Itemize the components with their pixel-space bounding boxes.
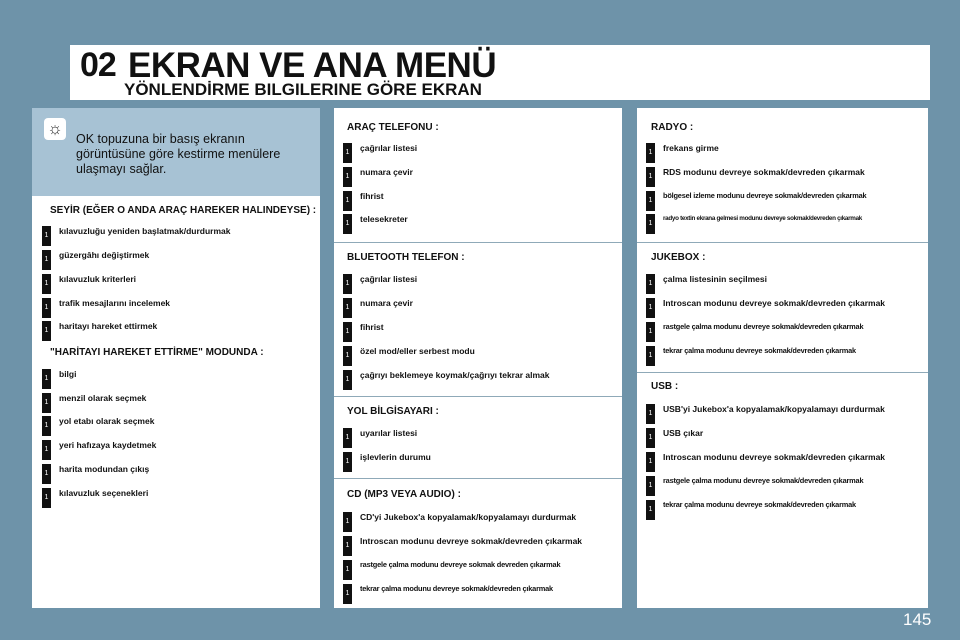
item-number: 1 [646,167,655,187]
item-label: rastgele çalma modunu devreye sokmak/devreden çıkarmak [663,322,864,331]
section-divider [637,242,928,243]
item-label: çağrılar listesi [360,143,418,153]
item-number: 1 [646,274,655,294]
item-label: trafik mesajlarını incelemek [59,298,171,308]
item-label: haritayı hareket ettirmek [59,321,158,331]
item-number: 1 [42,393,51,413]
chapter-number: 02 [80,46,116,84]
item-label: telesekreter [360,214,408,224]
item-number: 1 [343,584,352,604]
item-number: 1 [42,298,51,318]
item-label: fihrist [360,191,384,201]
section-title-seyir: SEYİR (EĞER O ANDA ARAÇ HAREKER HALINDEYSE) : [50,205,317,216]
item-label: bilgi [59,369,77,379]
item-label: USB çıkar [663,428,704,438]
item-number: 1 [646,322,655,342]
item-label: tekrar çalma modunu devreye sokmak/devreden çıkarmak [360,584,553,593]
item-number: 1 [42,440,51,460]
item-number: 1 [646,476,655,496]
section-title-bluetooth: BLUETOOTH TELEFON : [347,252,465,263]
item-label: tekrar çalma modunu devreye sokmak/devreden çıkarmak [663,500,856,509]
item-number: 1 [42,226,51,246]
item-number: 1 [646,143,655,163]
item-number: 1 [646,214,655,234]
item-label: menzil olarak seçmek [59,393,147,403]
item-label: CD'yi Jukebox'a kopyalamak/kopyalamayı durdurmak [360,512,577,522]
media-phone-panel [334,108,622,608]
item-label: RDS modunu devreye sokmak/devreden çıkarmak [663,167,865,177]
item-number: 1 [42,250,51,270]
item-label: frekans girme [663,143,719,153]
item-number: 1 [42,464,51,484]
item-number: 1 [646,452,655,472]
section-title-jukebox: JUKEBOX : [651,252,706,263]
item-label: tekrar çalma modunu devreye sokmak/devreden çıkarmak [663,346,856,355]
item-label: kılavuzluk kriterleri [59,274,137,284]
item-number: 1 [343,428,352,448]
item-number: 1 [42,488,51,508]
item-number: 1 [42,274,51,294]
section-divider [334,242,622,243]
item-number: 1 [343,322,352,342]
item-number: 1 [343,346,352,366]
item-number: 1 [42,321,51,341]
item-label: kılavuzluk seçenekleri [59,488,149,498]
item-number: 1 [343,214,352,234]
item-label: yol etabı olarak seçmek [59,416,155,426]
item-label: çağrılar listesi [360,274,418,284]
section-title-usb: USB : [651,381,679,392]
item-label: özel mod/eller serbest modu [360,346,475,356]
item-number: 1 [343,143,352,163]
tip-box [32,108,320,196]
page-subtitle: YÖNLENDİRME BILGILERINE GÖRE EKRAN [124,80,482,99]
item-label: kılavuzluğu yeniden başlatmak/durdurmak [59,226,231,236]
item-number: 1 [646,346,655,366]
item-number: 1 [42,416,51,436]
item-label: çağrıyı beklemeye koymak/çağrıyı tekrar almak [360,370,550,380]
item-number: 1 [646,191,655,211]
section-divider [334,396,622,397]
item-number: 1 [343,191,352,211]
item-label: harita modundan çıkış [59,464,150,474]
section-divider [334,478,622,479]
page-title: EKRAN VE ANA MENÜ [128,46,497,85]
item-number: 1 [343,452,352,472]
item-number: 1 [646,428,655,448]
item-label: Introscan modunu devreye sokmak/devreden çıkarmak [360,536,583,546]
section-title-cd: CD (MP3 VEYA AUDIO) : [347,489,461,500]
item-label: numara çevir [360,167,413,177]
section-title-harita: "HARİTAYI HAREKET ETTİRME" MODUNDA : [50,347,264,358]
section-title-radyo: RADYO : [651,122,694,133]
item-number: 1 [343,536,352,556]
item-label: fihrist [360,322,384,332]
item-label: rastgele çalma modunu devreye sokmak devreden çıkarmak [360,560,561,569]
item-label: Introscan modunu devreye sokmak/devreden çıkarmak [663,452,886,462]
page-number: 145 [903,610,932,629]
item-label: yeri hafızaya kaydetmek [59,440,157,450]
item-label: radyo textin ekrana gelmesi modunu devreye sokmak/devreden çıkarmak [663,215,862,222]
item-number: 1 [343,370,352,390]
item-label: uyarılar listesi [360,428,418,438]
item-number: 1 [343,512,352,532]
sun-icon: ☼ [44,118,66,140]
section-divider [637,372,928,373]
item-label: USB'yi Jukebox'a kopyalamak/kopyalamayı durdurmak [663,404,885,414]
item-label: güzergâhı değiştirmek [59,250,150,260]
item-label: bölgesel izleme modunu devreye sokmak/devreden çıkarmak [663,191,867,200]
audio-panel [637,108,928,608]
item-number: 1 [42,369,51,389]
item-number: 1 [343,167,352,187]
item-number: 1 [646,500,655,520]
item-label: numara çevir [360,298,413,308]
item-label: çalma listesinin seçilmesi [663,274,767,284]
item-label: rastgele çalma modunu devreye sokmak/devreden çıkarmak [663,476,864,485]
item-number: 1 [646,298,655,318]
section-title-arac-telefonu: ARAÇ TELEFONU : [347,122,439,133]
item-label: Introscan modunu devreye sokmak/devreden çıkarmak [663,298,886,308]
tip-text: OK topuzuna bir basış ekranın görüntüsüne göre kestirme menülere ulaşmayı sağlar. [76,132,281,176]
item-number: 1 [343,298,352,318]
section-title-yol-bilgisayari: YOL BİLGİSAYARI : [347,406,439,417]
item-number: 1 [646,404,655,424]
item-number: 1 [343,274,352,294]
item-label: işlevlerin durumu [360,452,431,462]
item-number: 1 [343,560,352,580]
